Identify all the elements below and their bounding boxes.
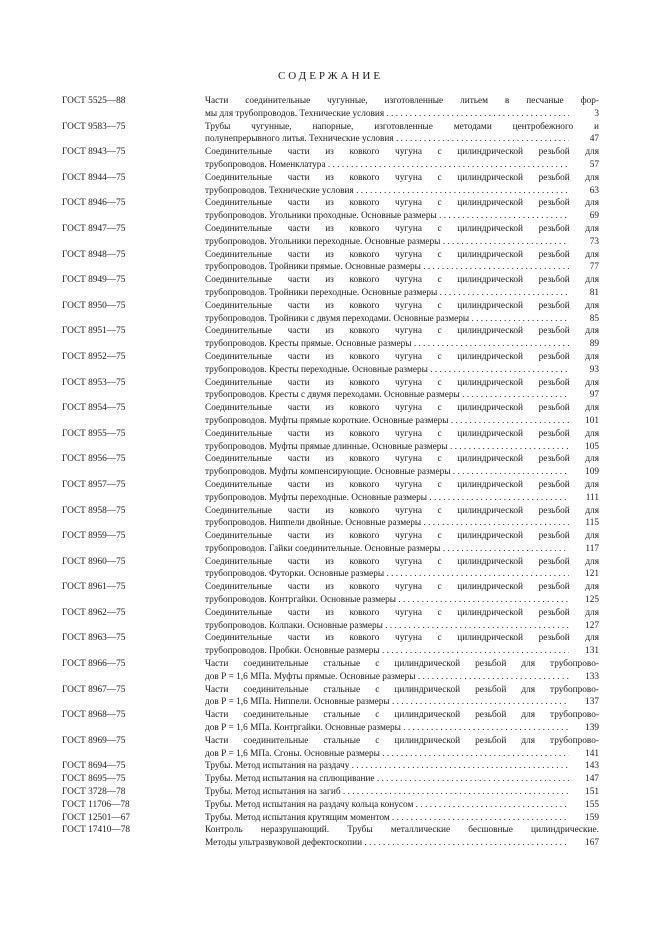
entry-text xyxy=(205,325,599,351)
entry-text xyxy=(205,479,599,505)
standard-code: ГОСТ 8956—75 xyxy=(62,454,126,465)
entry-text xyxy=(205,684,599,710)
entry-title-line: Соединительные части из ковкого чугуна с цилиндрической резьбой для xyxy=(205,607,599,618)
toc-entry[interactable] xyxy=(62,325,599,351)
entry-title-line: Соединительные части из ковкого чугуна с цилиндрической резьбой для xyxy=(205,454,599,465)
standard-code: ГОСТ 9583—75 xyxy=(62,121,126,132)
entry-title-line: Соединительные части из ковкого чугуна с цилиндрической резьбой для xyxy=(205,403,599,414)
standard-code: ГОСТ 8949—75 xyxy=(62,275,126,286)
entry-title-line: Трубы. Метод испытания на загиб . . . xyxy=(205,786,569,799)
entry-title-line: Соединительные части из ковкого чугуна с цилиндрической резьбой для xyxy=(205,582,599,593)
page-number[interactable]: 133 xyxy=(585,671,599,682)
toc-entry[interactable] xyxy=(62,530,599,556)
standard-code: ГОСТ 3728—78 xyxy=(62,787,126,798)
toc-entry[interactable] xyxy=(62,274,599,300)
toc-entry[interactable] xyxy=(62,479,599,505)
page-number[interactable]: 155 xyxy=(585,799,599,810)
entry-last-line xyxy=(205,620,599,633)
entry-last-line xyxy=(205,185,599,198)
entry-last-line xyxy=(205,543,599,556)
page-number[interactable]: 57 xyxy=(589,159,599,170)
entry-title-line: Трубы. Метод испытания на сплющивание . . . xyxy=(205,773,569,786)
standard-code: ГОСТ 8946—75 xyxy=(62,198,126,209)
page-title: СОДЕРЖАНИЕ xyxy=(277,70,384,82)
page-number[interactable]: 117 xyxy=(585,543,599,554)
entry-last-line xyxy=(205,441,599,454)
entry-title-line: трубопроводов. Тройники с двумя переходами. Основные размеры . . . xyxy=(205,313,569,326)
toc-entry[interactable] xyxy=(62,351,599,377)
entry-title-line: трубопроводов. Муфты прямые длинные. Основные размеры . . . xyxy=(205,441,569,454)
entry-title-line: дов Р = 1,6 МПа. Контргайки. Основные размеры . . . xyxy=(205,722,569,735)
standard-code: ГОСТ 8960—75 xyxy=(62,556,126,567)
entry-title-line: Соединительные части из ковкого чугуна с цилиндрической резьбой для xyxy=(205,505,599,516)
standard-code: ГОСТ 8968—75 xyxy=(62,710,126,721)
page-number[interactable]: 121 xyxy=(585,569,599,580)
standard-code: ГОСТ 8963—75 xyxy=(62,633,126,644)
entry-last-line xyxy=(205,236,599,249)
entry-title-line: Соединительные части из ковкого чугуна с цилиндрической резьбой для xyxy=(205,198,599,209)
page-number[interactable]: 139 xyxy=(585,723,599,734)
entry-title-line: дов Р = 1,6 МПа. Сгоны. Основные размеры . . . xyxy=(205,748,569,761)
entry-text xyxy=(205,505,599,531)
standard-code: ГОСТ 8944—75 xyxy=(62,172,126,183)
toc-entry[interactable] xyxy=(62,146,599,172)
page-number[interactable]: 131 xyxy=(585,646,599,657)
standard-code: ГОСТ 8694—75 xyxy=(62,761,126,772)
entry-text xyxy=(205,799,599,812)
toc-entry[interactable] xyxy=(62,402,599,428)
standard-code: ГОСТ 8943—75 xyxy=(62,147,126,158)
entry-last-line xyxy=(205,837,599,850)
entry-title-line: Соединительные части из ковкого чугуна с цилиндрической резьбой для xyxy=(205,275,599,286)
page-number[interactable]: 109 xyxy=(585,467,599,478)
entry-title-line: Трубы. Метод испытания крутящим моментом . . . xyxy=(205,812,569,825)
toc-entry[interactable] xyxy=(62,249,599,275)
entry-text xyxy=(205,146,599,172)
entry-last-line xyxy=(205,364,599,377)
entry-last-line xyxy=(205,210,599,223)
entry-title-line: Соединительные части из ковкого чугуна с цилиндрической резьбой для xyxy=(205,479,599,490)
page-number[interactable]: 81 xyxy=(589,287,599,298)
entry-title-line: Части соединительные стальные с цилиндрической резьбой для трубопрово- xyxy=(205,710,599,721)
standard-code: ГОСТ 8966—75 xyxy=(62,659,126,670)
entry-title-line: трубопроводов. Муфты переходные. Основные размеры . . . xyxy=(205,492,569,505)
standard-code: ГОСТ 12501—67 xyxy=(62,812,131,823)
toc-entry[interactable] xyxy=(62,786,599,799)
entry-text xyxy=(205,300,599,326)
page-number[interactable]: 125 xyxy=(585,595,599,606)
page-number[interactable]: 77 xyxy=(589,262,599,273)
entry-text xyxy=(205,786,599,799)
page-number[interactable]: 89 xyxy=(589,339,599,350)
toc-entry[interactable] xyxy=(62,556,599,582)
page-number[interactable]: 69 xyxy=(589,211,599,222)
entry-title-line: Соединительные части из ковкого чугуна с цилиндрической резьбой для xyxy=(205,249,599,260)
entry-last-line xyxy=(205,748,599,761)
entry-title-line: Части соединительные чугунные, изготовленные литьем в песчаные фор- xyxy=(205,96,599,106)
entry-title-line: трубопроводов. Кресты прямые. Основные размеры . . . xyxy=(205,338,569,351)
toc-entry[interactable] xyxy=(62,121,599,147)
entry-text xyxy=(205,632,599,658)
entry-last-line xyxy=(205,594,599,607)
toc-entry[interactable] xyxy=(62,684,599,710)
entry-last-line xyxy=(205,492,599,505)
toc-entry[interactable] xyxy=(62,95,599,121)
entry-last-line xyxy=(205,645,599,658)
page-number[interactable]: 141 xyxy=(585,748,599,759)
entry-last-line xyxy=(205,799,599,812)
entry-text xyxy=(205,377,599,403)
entry-title-line: Соединительные части из ковкого чугуна с цилиндрической резьбой для xyxy=(205,428,599,439)
page-number[interactable]: 47 xyxy=(589,134,599,145)
entry-title-line: полунепрерывного литья. Технические условия . . . xyxy=(205,133,569,146)
page-number[interactable]: 111 xyxy=(585,492,599,503)
page-number[interactable]: 3 xyxy=(594,108,599,119)
entry-last-line xyxy=(205,261,599,274)
table-of-contents xyxy=(62,95,599,850)
standard-code: ГОСТ 17410—78 xyxy=(62,825,131,836)
entry-last-line xyxy=(205,287,599,300)
entry-text xyxy=(205,760,599,773)
entry-last-line xyxy=(205,159,599,172)
toc-entry[interactable] xyxy=(62,824,599,850)
entry-last-line xyxy=(205,696,599,709)
entry-text xyxy=(205,735,599,761)
toc-entry[interactable] xyxy=(62,735,599,761)
entry-title-line: Трубы. Метод испытания на раздачу . . . xyxy=(205,760,569,773)
entry-title-line: трубопроводов. Гайки соединительные. Основные размеры . . . xyxy=(205,543,569,556)
entry-text xyxy=(205,658,599,684)
entry-last-line xyxy=(205,389,599,402)
entry-text xyxy=(205,453,599,479)
entry-last-line xyxy=(205,760,599,773)
entry-last-line xyxy=(205,313,599,326)
entry-title-line: Трубы. Метод испытания на раздачу кольца конусом . . . xyxy=(205,799,569,812)
entry-title-line: Соединительные части из ковкого чугуна с цилиндрической резьбой для xyxy=(205,223,599,234)
entry-title-line: Соединительные части из ковкого чугуна с цилиндрической резьбой для xyxy=(205,531,599,542)
toc-entry[interactable] xyxy=(62,581,599,607)
standard-code: ГОСТ 8969—75 xyxy=(62,735,126,746)
page-number[interactable]: 147 xyxy=(585,774,599,785)
entry-text xyxy=(205,95,599,121)
toc-entry[interactable] xyxy=(62,658,599,684)
entry-text xyxy=(205,812,599,825)
toc-entry[interactable] xyxy=(62,632,599,658)
entry-text xyxy=(205,274,599,300)
standard-code: ГОСТ 8948—75 xyxy=(62,249,126,260)
page-number[interactable]: 97 xyxy=(589,390,599,401)
entry-text xyxy=(205,556,599,582)
entry-title-line: трубопроводов. Кресты с двумя переходами. Основные размеры . . . xyxy=(205,389,569,402)
entry-title-line: трубопроводов. Тройники переходные. Основные размеры . . . xyxy=(205,287,569,300)
entry-title-line: Соединительные части из ковкого чугуна с цилиндрической резьбой для xyxy=(205,326,599,337)
entry-text xyxy=(205,351,599,377)
toc-entry[interactable] xyxy=(62,197,599,223)
entry-title-line: Соединительные части из ковкого чугуна с цилиндрической резьбой для xyxy=(205,556,599,567)
entry-title-line: Соединительные части из ковкого чугуна с цилиндрической резьбой для xyxy=(205,147,599,158)
entry-text xyxy=(205,223,599,249)
standard-code: ГОСТ 8695—75 xyxy=(62,774,126,785)
standard-code: ГОСТ 8955—75 xyxy=(62,428,126,439)
entry-last-line xyxy=(205,722,599,735)
toc-entry[interactable] xyxy=(62,377,599,403)
page-number[interactable]: 137 xyxy=(585,697,599,708)
entry-text xyxy=(205,530,599,556)
standard-code: ГОСТ 5525—88 xyxy=(62,96,126,106)
toc-entry[interactable] xyxy=(62,223,599,249)
entry-title-line: Соединительные части из ковкого чугуна с цилиндрической резьбой для xyxy=(205,172,599,183)
entry-last-line xyxy=(205,786,599,799)
page-number[interactable]: 115 xyxy=(585,518,599,529)
standard-code: ГОСТ 8957—75 xyxy=(62,479,126,490)
entry-last-line xyxy=(205,773,599,786)
entry-title-line: Части соединительные стальные с цилиндрической резьбой для трубопрово- xyxy=(205,684,599,695)
page-number[interactable]: 105 xyxy=(585,441,599,452)
toc-entry[interactable] xyxy=(62,607,599,633)
standard-code: ГОСТ 8950—75 xyxy=(62,300,126,311)
entry-text xyxy=(205,249,599,275)
toc-entry[interactable] xyxy=(62,428,599,454)
page-number[interactable]: 85 xyxy=(589,313,599,324)
entry-text xyxy=(205,428,599,454)
entry-title-line: трубопроводов. Контргайки. Основные размеры . . . xyxy=(205,594,569,607)
page-number[interactable]: 73 xyxy=(589,236,599,247)
entry-title-line: трубопроводов. Ниппели двойные. Основные размеры . . . xyxy=(205,517,569,530)
standard-code: ГОСТ 8959—75 xyxy=(62,531,126,542)
entry-text xyxy=(205,121,599,147)
entry-text xyxy=(205,607,599,633)
entry-title-line: Контроль неразрушающий. Трубы металлические бесшовные цилиндрические. xyxy=(205,825,599,836)
entry-text xyxy=(205,172,599,198)
entry-title-line: трубопроводов. Пробки. Основные размеры . . . xyxy=(205,645,569,658)
entry-title-line: трубопроводов. Номенклатура . . . xyxy=(205,159,569,172)
entry-last-line xyxy=(205,466,599,479)
toc-entry[interactable] xyxy=(62,453,599,479)
toc-entry[interactable] xyxy=(62,505,599,531)
entry-last-line xyxy=(205,108,599,121)
entry-text xyxy=(205,709,599,735)
entry-last-line xyxy=(205,338,599,351)
page-number[interactable]: 93 xyxy=(589,364,599,375)
entry-title-line: Части соединительные стальные с цилиндрической резьбой для трубопрово- xyxy=(205,735,599,746)
page-number[interactable]: 167 xyxy=(585,838,599,849)
entry-last-line xyxy=(205,812,599,825)
entry-last-line xyxy=(205,517,599,530)
standard-code: ГОСТ 8962—75 xyxy=(62,607,126,618)
page-number[interactable]: 151 xyxy=(585,787,599,798)
toc-entry[interactable] xyxy=(62,812,599,825)
toc-entry[interactable] xyxy=(62,799,599,812)
entry-text xyxy=(205,402,599,428)
standard-code: ГОСТ 8961—75 xyxy=(62,582,126,593)
entry-title-line: трубопроводов. Технические условия . . . xyxy=(205,185,569,198)
toc-entry[interactable] xyxy=(62,773,599,786)
toc-entry[interactable] xyxy=(62,709,599,735)
entry-title-line: трубопроводов. Угольники проходные. Основные размеры . . . xyxy=(205,210,569,223)
entry-title-line: трубопроводов. Кресты переходные. Основные размеры . . . xyxy=(205,364,569,377)
standard-code: ГОСТ 8947—75 xyxy=(62,223,126,234)
entry-text xyxy=(205,773,599,786)
entry-title-line: трубопроводов. Муфты компенсирующие. Основные размеры . . . xyxy=(205,466,569,479)
entry-last-line xyxy=(205,415,599,428)
entry-title-line: дов Р = 1,6 МПа. Ниппели. Основные размеры . . . xyxy=(205,696,569,709)
standard-code: ГОСТ 8953—75 xyxy=(62,377,126,388)
entry-title-line: Части соединительные стальные с цилиндрической резьбой для трубопрово- xyxy=(205,659,599,670)
entry-title-line: Соединительные части из ковкого чугуна с цилиндрической резьбой для xyxy=(205,633,599,644)
entry-title-line: трубопроводов. Угольники переходные. Основные размеры . . . xyxy=(205,236,569,249)
entry-title-line: Соединительные части из ковкого чугуна с цилиндрической резьбой для xyxy=(205,377,599,388)
entry-title-line: трубопроводов. Муфты прямые короткие. Основные размеры . . . xyxy=(205,415,569,428)
entry-title-line: трубопроводов. Футорки. Основные размеры . . . xyxy=(205,568,569,581)
entry-text xyxy=(205,197,599,223)
standard-code: ГОСТ 8954—75 xyxy=(62,403,126,414)
page-number[interactable]: 63 xyxy=(589,185,599,196)
entry-text xyxy=(205,824,599,850)
standard-code: ГОСТ 8952—75 xyxy=(62,351,126,362)
entry-last-line xyxy=(205,671,599,684)
page-number[interactable]: 143 xyxy=(585,761,599,772)
toc-entry[interactable] xyxy=(62,760,599,773)
entry-title-line: Соединительные части из ковкого чугуна с цилиндрической резьбой для xyxy=(205,351,599,362)
standard-code: ГОСТ 8958—75 xyxy=(62,505,126,516)
entry-title-line: трубопроводов. Тройники прямые. Основные размеры . . . xyxy=(205,261,569,274)
toc-entry[interactable] xyxy=(62,300,599,326)
entry-last-line xyxy=(205,568,599,581)
page-number[interactable]: 159 xyxy=(585,812,599,823)
entry-title-line: Трубы чугунные, напорные, изготовленные методами центробежного и xyxy=(205,121,599,132)
page-number[interactable]: 127 xyxy=(585,620,599,631)
page-number[interactable]: 101 xyxy=(585,415,599,426)
entry-last-line xyxy=(205,133,599,146)
toc-entry[interactable] xyxy=(62,172,599,198)
standard-code: ГОСТ 11706—78 xyxy=(62,799,130,810)
entry-text xyxy=(205,581,599,607)
entry-title-line: Соединительные части из ковкого чугуна с цилиндрической резьбой для xyxy=(205,300,599,311)
entry-title-line: трубопроводов. Колпаки. Основные размеры . . . xyxy=(205,620,569,633)
standard-code: ГОСТ 8967—75 xyxy=(62,684,126,695)
entry-title-line: Методы ультразвуковой дефектоскопии . . . xyxy=(205,837,569,850)
entry-title-line: дов Р = 1,6 МПа. Муфты прямые. Основные размеры . . . xyxy=(205,671,569,684)
standard-code: ГОСТ 8951—75 xyxy=(62,326,126,337)
entry-title-line: мы для трубопроводов. Технические условия . . . xyxy=(205,108,569,121)
